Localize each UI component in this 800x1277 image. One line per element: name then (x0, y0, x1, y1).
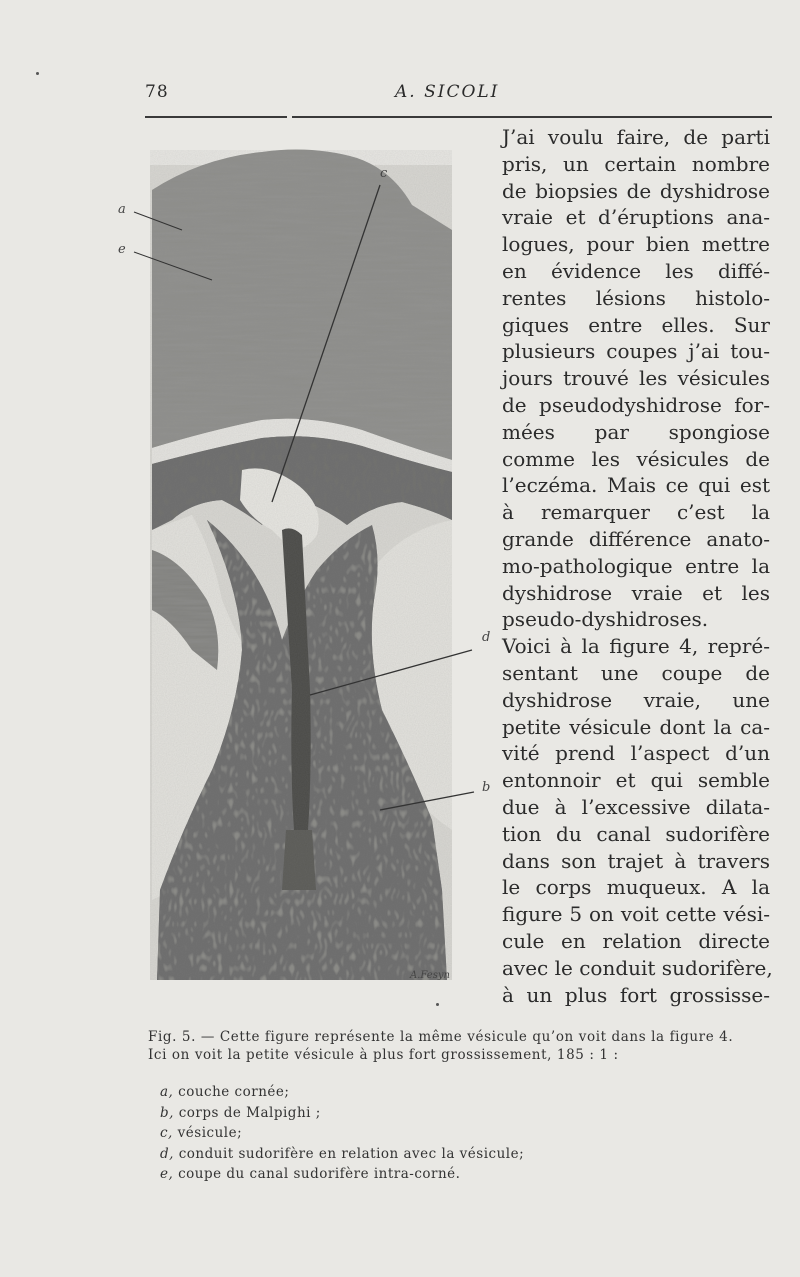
text-line: rentes lésions histolo- (502, 285, 770, 310)
text-line: dyshidrose vraie, une (502, 687, 770, 712)
figure-label-e: e (118, 242, 126, 257)
body-text (502, 124, 773, 1008)
legend-text: coupe du canal sudorifère intra-corné. (173, 1166, 461, 1182)
text-line: comme les vésicules de (502, 446, 770, 471)
text-line: pris, un certain nombre (502, 151, 770, 176)
text-line: logues, pour bien mettre (502, 232, 770, 257)
legend-item (160, 1082, 524, 1103)
text-line: entonnoir et qui semble (502, 768, 770, 793)
text-line: sentant une coupe de (502, 660, 770, 685)
text-line: figure 5 on voit cette vési- (502, 902, 770, 927)
text-line: le corps muqueux. A la (502, 875, 770, 900)
text-line: mées par spongiose (502, 419, 770, 444)
text-line: tion du canal sudorifère (502, 821, 770, 846)
figure-legend (160, 1082, 524, 1185)
text-line: giques entre elles. Sur (502, 312, 770, 337)
legend-item (160, 1164, 524, 1185)
header-rule-left (145, 116, 287, 118)
histology-illustration (112, 130, 497, 990)
legend-key: d, (160, 1145, 174, 1162)
text-line: vraie et d’éruptions ana- (502, 205, 770, 230)
text-line: due à l’excessive dilata- (502, 794, 770, 819)
caption-line-2: Ici on voit la petite vésicule à plus fort grossissement, 185 : 1 : (148, 1047, 619, 1063)
text-line: de biopsies de dyshidrose (502, 178, 770, 203)
text-line: Voici à la figure 4, repré- (502, 634, 770, 659)
legend-text: conduit sudorifère en relation avec la vésicule; (173, 1145, 525, 1162)
legend-key: b, (160, 1104, 174, 1121)
text-line: cule en relation directe (502, 928, 770, 953)
legend-key: e, (160, 1166, 174, 1182)
text-line: pseudo-dyshidroses. (502, 607, 709, 632)
text-line: à remarquer c’est la (502, 500, 770, 525)
histology-figure (112, 130, 497, 990)
running-head: A. SICOLI (395, 82, 500, 102)
print-speck (436, 1003, 439, 1006)
figure-label-c: c (380, 166, 388, 181)
text-line: dyshidrose vraie et les (502, 580, 770, 605)
text-line: dans son trajet à travers (502, 848, 770, 873)
legend-item (160, 1144, 524, 1165)
legend-text: couche cornée; (173, 1084, 290, 1100)
engraver-signature: A.Fesyn (410, 970, 450, 981)
header-rule-right (292, 116, 772, 118)
text-line: plusieurs coupes j’ai tou- (502, 339, 770, 364)
text-line: mo-pathologique entre la (502, 553, 770, 578)
legend-item (160, 1103, 524, 1124)
text-line: en évidence les diffé- (502, 258, 770, 283)
text-line: l’eczéma. Mais ce qui est (502, 473, 770, 498)
text-line: de pseudodyshidrose for- (502, 392, 770, 417)
legend-text: corps de Malpighi ; (173, 1104, 321, 1121)
legend-item (160, 1123, 524, 1144)
text-line: avec le conduit sudorifère, (502, 955, 773, 980)
text-line: J’ai voulu faire, de parti (502, 125, 770, 149)
page-number: 78 (145, 82, 169, 102)
legend-key: c, (160, 1125, 173, 1141)
figure-caption (148, 1028, 788, 1064)
text-line: à un plus fort grossisse- (502, 982, 770, 1007)
legend-key: a, (160, 1084, 174, 1100)
page-header (140, 82, 780, 108)
legend-text: vésicule; (172, 1125, 243, 1141)
figure-label-b: b (482, 780, 491, 795)
text-line: jours trouvé les vésicules (502, 366, 770, 391)
print-speck (36, 72, 39, 75)
text-line: vité prend l’aspect d’un (502, 741, 770, 766)
figure-label-a: a (118, 202, 126, 217)
text-line: petite vésicule dont la ca- (502, 714, 770, 739)
caption-line-1: Fig. 5. — Cette figure représente la même vésicule qu’on voit dans la figure 4. (148, 1029, 734, 1045)
figure-label-d: d (482, 630, 491, 645)
text-line: grande différence anato- (502, 526, 770, 551)
